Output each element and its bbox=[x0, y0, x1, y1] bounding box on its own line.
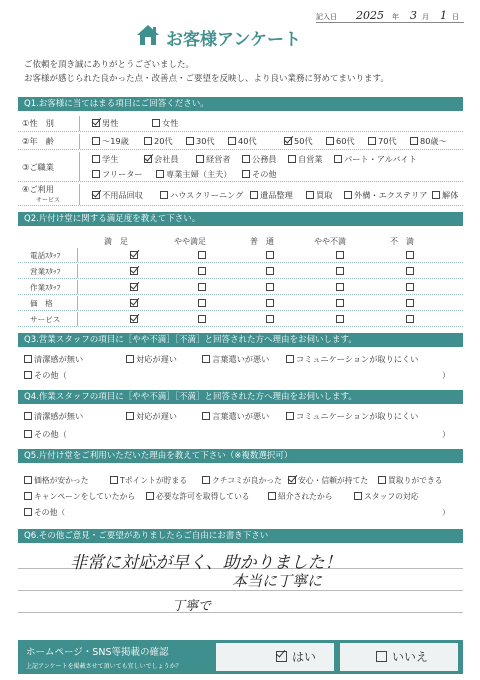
job-label: ③ご職業 bbox=[18, 152, 80, 181]
gender-option-male[interactable]: 男性 bbox=[92, 116, 118, 130]
service-option[interactable]: 買取 bbox=[306, 188, 332, 202]
satisfaction-row-label: 電話ｽﾀｯﾌ bbox=[18, 248, 78, 262]
q3-option[interactable]: 対応が遅い bbox=[126, 352, 177, 366]
rating-checkbox[interactable] bbox=[266, 283, 274, 291]
scale-label: 不 満 bbox=[390, 237, 414, 246]
age-option[interactable]: 40代 bbox=[228, 134, 257, 148]
service-option[interactable]: 解体 bbox=[432, 188, 458, 202]
q4-option[interactable]: 言葉遣いが悪い bbox=[202, 409, 269, 423]
job-option[interactable]: 公務員 bbox=[242, 152, 277, 166]
rating-checkbox[interactable] bbox=[266, 299, 274, 307]
rating-checkbox[interactable] bbox=[406, 299, 414, 307]
q4-option[interactable]: 清潔感が無い bbox=[24, 409, 83, 423]
consent-yes-checkbox[interactable] bbox=[276, 651, 287, 662]
rating-checkbox[interactable] bbox=[130, 299, 138, 307]
q4-option[interactable]: 対応が遅い bbox=[126, 409, 177, 423]
q5-option[interactable]: スタッフの対応 bbox=[354, 490, 419, 504]
q4-option[interactable]: コミュニケーションが取りにくい bbox=[286, 409, 418, 423]
comment-handwriting-2: 本当に丁寧に bbox=[232, 572, 323, 590]
service-option[interactable]: 外構・エクステリア bbox=[344, 188, 427, 202]
rating-checkbox[interactable] bbox=[130, 315, 138, 323]
age-label: ②年 齢 bbox=[18, 134, 80, 149]
q5-other-option[interactable]: その他（ bbox=[24, 506, 65, 520]
satisfaction-row bbox=[18, 296, 463, 311]
q5-option[interactable]: クチコミが良かった bbox=[202, 474, 282, 488]
age-option[interactable]: 60代 bbox=[326, 134, 355, 148]
age-option[interactable]: 20代 bbox=[144, 134, 173, 148]
q5-option[interactable]: Tポイントが貯まる bbox=[110, 474, 187, 488]
q5-option[interactable]: 安心・信頼が持てた bbox=[288, 474, 368, 488]
rating-checkbox[interactable] bbox=[266, 251, 274, 259]
scale-label: やや不満 bbox=[314, 237, 346, 246]
age-option[interactable]: 70代 bbox=[368, 134, 397, 148]
intro-line-1: ご依頼を頂き誠にありがとうございました。 bbox=[24, 60, 195, 70]
q5-option[interactable]: 紹介されたから bbox=[268, 490, 333, 504]
q1-gender-row bbox=[18, 116, 463, 132]
satisfaction-row-label: 価 格 bbox=[18, 296, 78, 310]
gender-label: ①性 別 bbox=[18, 116, 80, 131]
rating-checkbox[interactable] bbox=[406, 315, 414, 323]
rating-checkbox[interactable] bbox=[266, 315, 274, 323]
service-option[interactable]: ハウスクリーニング bbox=[160, 188, 243, 202]
age-option[interactable]: 〜19歳 bbox=[92, 134, 129, 148]
consent-no-checkbox[interactable] bbox=[376, 651, 387, 662]
rating-checkbox[interactable] bbox=[266, 267, 274, 275]
q1-service-row bbox=[18, 184, 463, 206]
rating-checkbox[interactable] bbox=[198, 299, 206, 307]
q3-option[interactable]: 清潔感が無い bbox=[24, 352, 83, 366]
q2-heading: Q2.片付け堂に関する満足度を教えて下さい。 bbox=[18, 212, 463, 226]
consent-yes-option[interactable]: はい bbox=[216, 643, 334, 671]
service-option[interactable]: 不用品回収 bbox=[92, 188, 143, 202]
q5-option[interactable]: 必要な許可を取得している bbox=[146, 490, 250, 504]
job-option[interactable]: フリーター bbox=[92, 167, 143, 181]
q1-job-row bbox=[18, 152, 463, 182]
date-label: 記入日 bbox=[316, 13, 337, 21]
rating-checkbox[interactable] bbox=[336, 283, 344, 291]
job-option[interactable]: 経営者 bbox=[196, 152, 231, 166]
rating-checkbox[interactable] bbox=[198, 283, 206, 291]
satisfaction-row bbox=[18, 280, 463, 295]
rating-checkbox[interactable] bbox=[336, 267, 344, 275]
q3-option[interactable]: 言葉遣いが悪い bbox=[202, 352, 269, 366]
q5-other-close: ） bbox=[442, 508, 450, 517]
job-option[interactable]: パート・アルバイト bbox=[334, 152, 417, 166]
rating-checkbox[interactable] bbox=[406, 283, 414, 291]
comment-line bbox=[18, 612, 463, 613]
publish-consent-title: ホームページ・SNS等掲載の確認 bbox=[26, 647, 169, 658]
date-month: 3 bbox=[410, 9, 417, 22]
q3-option[interactable]: コミュニケーションが取りにくい bbox=[286, 352, 418, 366]
job-option[interactable]: その他 bbox=[242, 167, 277, 181]
satisfaction-row bbox=[18, 264, 463, 279]
q4-heading: Q4.作業スタッフの項目に［やや不満］［不満］と回答された方へ理由をお伺いします。 bbox=[18, 390, 463, 404]
page-title: お客様アンケート bbox=[166, 30, 301, 50]
q3-other-close: ） bbox=[442, 370, 451, 380]
q5-option[interactable]: 価格が安かった bbox=[24, 474, 89, 488]
job-option[interactable]: 専業主婦（主夫） bbox=[156, 167, 232, 181]
q5-option[interactable]: キャンペーンをしていたから bbox=[24, 490, 135, 504]
job-option[interactable]: 会社員 bbox=[144, 152, 179, 166]
satisfaction-row-label: サービス bbox=[18, 312, 78, 326]
scale-label: やや満足 bbox=[174, 237, 206, 246]
service-option[interactable]: 遺品整理 bbox=[250, 188, 293, 202]
q5-heading: Q5.片付け堂をご利用いただいた理由を教えて下さい（※複数選択可） bbox=[18, 449, 463, 463]
q1-heading: Q1.お客様に当てはまる項目にご回答ください。 bbox=[18, 97, 463, 111]
consent-no-option[interactable]: いいえ bbox=[340, 643, 458, 671]
rating-checkbox[interactable] bbox=[198, 315, 206, 323]
comment-handwriting-3: 丁寧で bbox=[172, 599, 212, 614]
rating-checkbox[interactable] bbox=[130, 267, 138, 275]
age-option[interactable]: 80歳〜 bbox=[410, 134, 447, 148]
rating-checkbox[interactable] bbox=[130, 283, 138, 291]
age-option[interactable]: 30代 bbox=[186, 134, 215, 148]
date-day-unit: 日 bbox=[452, 13, 459, 21]
date-month-unit: 月 bbox=[422, 13, 429, 21]
q1-age-row bbox=[18, 134, 463, 150]
q6-heading: Q6.その他ご意見・ご要望がありましたらご自由にお書き下さい bbox=[18, 529, 463, 543]
gender-option-female[interactable]: 女性 bbox=[152, 116, 178, 130]
satisfaction-row-label: 営業ｽﾀｯﾌ bbox=[18, 264, 78, 278]
publish-consent-subtitle: 上記アンケートを掲載させて頂いても宜しいでしょうか？ bbox=[26, 663, 182, 670]
scale-label: 満 足 bbox=[104, 237, 128, 246]
date-day: 1 bbox=[440, 9, 447, 22]
q3-other-option[interactable]: その他（ bbox=[24, 368, 67, 382]
q4-other-close: ） bbox=[442, 429, 451, 439]
rating-checkbox[interactable] bbox=[406, 267, 414, 275]
date-year-unit: 年 bbox=[392, 13, 399, 21]
rating-checkbox[interactable] bbox=[336, 299, 344, 307]
date-year: 2025 bbox=[356, 9, 384, 22]
intro-line-2: お客様が感じられた良かった点・改善点・ご要望を反映し、より良い業務に努めてまいります。 bbox=[24, 74, 389, 84]
rating-checkbox[interactable] bbox=[130, 251, 138, 259]
comment-handwriting-1: 非常に対応が早く、助かりました！ bbox=[70, 553, 342, 573]
satisfaction-row bbox=[18, 248, 463, 263]
job-option[interactable]: 自営業 bbox=[288, 152, 323, 166]
q4-other-option[interactable]: その他（ bbox=[24, 427, 67, 441]
rating-checkbox[interactable] bbox=[198, 267, 206, 275]
service-sublabel: サービス bbox=[36, 197, 61, 204]
rating-checkbox[interactable] bbox=[336, 251, 344, 259]
q3-heading: Q3.営業スタッフの項目に［やや不満］［不満］と回答された方へ理由をお伺いします。 bbox=[18, 333, 463, 347]
q5-option[interactable]: 買取りができる bbox=[378, 474, 443, 488]
rating-checkbox[interactable] bbox=[336, 315, 344, 323]
satisfaction-row-label: 作業ｽﾀｯﾌ bbox=[18, 280, 78, 294]
scale-label: 普 通 bbox=[250, 237, 274, 246]
publish-consent-bar bbox=[18, 640, 463, 674]
house-logo-icon bbox=[136, 24, 160, 46]
job-option[interactable]: 学生 bbox=[92, 152, 118, 166]
age-option[interactable]: 50代 bbox=[284, 134, 313, 148]
service-label: ④ご利用 bbox=[22, 184, 54, 194]
satisfaction-row bbox=[18, 312, 463, 327]
rating-checkbox[interactable] bbox=[406, 251, 414, 259]
rating-checkbox[interactable] bbox=[198, 251, 206, 259]
